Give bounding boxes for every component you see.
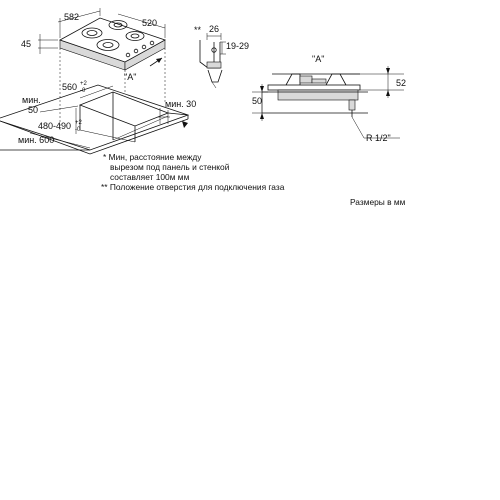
dim-520-label: 520 [142,18,158,28]
dim-582-label: 582 [64,12,80,22]
notes [101,152,406,207]
detail-19-29-label: 19-29 [226,41,250,51]
dim-45 [21,34,58,54]
dim-480-tol-down: -0 [75,127,81,133]
detail-stars: ** [194,25,202,35]
detail-26-label: 26 [209,24,220,34]
section-a [252,54,406,143]
units-note: Размеры в мм [350,197,406,207]
section-50-label: 50 [252,96,263,106]
dim-480-label: 480-490 [38,121,72,131]
gas-connection-detail [194,24,249,88]
dim-480-490 [38,108,83,134]
dim-min-50-value: 50 [28,105,39,115]
dim-480-tol-up: +2 [75,120,82,126]
section-52-label: 52 [396,78,407,88]
dim-560-tol-up: +2 [80,81,87,87]
dim-min-600-label: мин. 600 [18,135,55,145]
dim-45-label: 45 [21,39,32,49]
section-a-title: "A" [312,54,325,64]
dim-560-label: 560 [62,82,78,92]
view-a-label: "A" [124,72,137,82]
note-line-1: * Мин, расстояние между [103,152,202,162]
section-thread-label: R 1/2" [366,133,391,143]
note-line-2: вырезом под панель и стенкой [110,162,230,172]
note-line-3: составляет 100м мм [110,172,190,182]
dim-560-tol-down: -0 [80,88,86,94]
dim-min-50-prefix: мин. [22,95,41,105]
dim-min-50 [22,95,78,115]
dim-min-30-label: мин. 30 [165,99,197,109]
note-line-4: ** Положение отверстия для подключения газа [101,182,285,192]
dim-min-600 [18,133,90,148]
